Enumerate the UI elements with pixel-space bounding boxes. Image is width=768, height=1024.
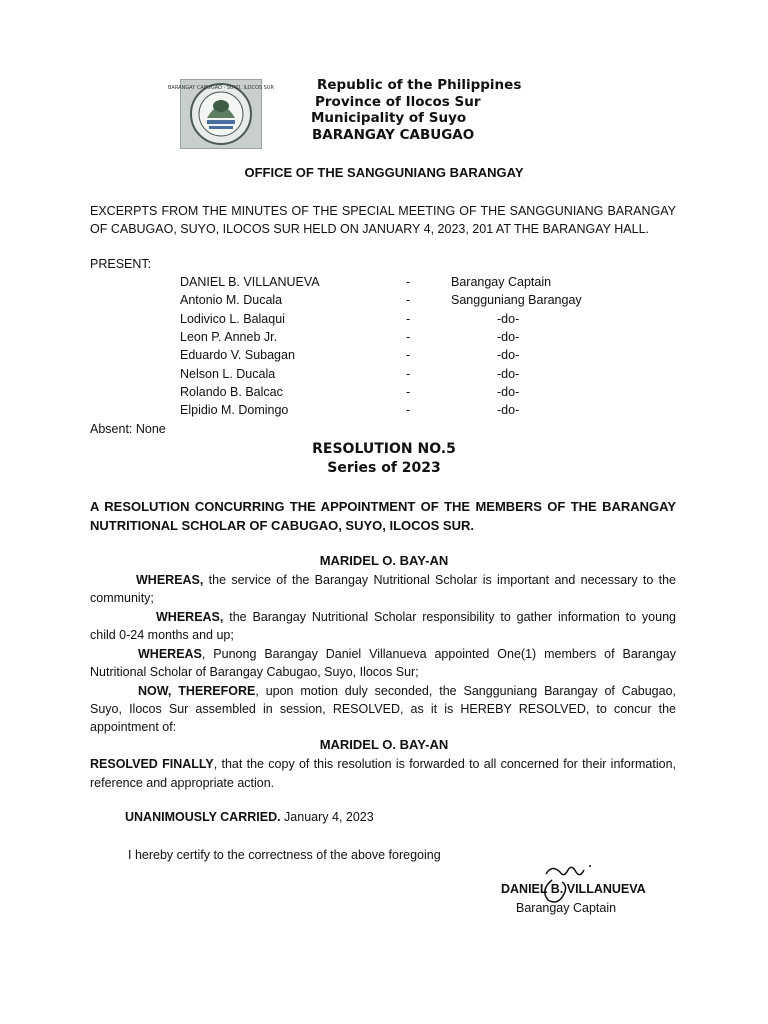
member-name: Nelson L. Ducala [180,367,276,381]
whereas-lead: WHEREAS, [136,573,204,587]
member-name: Lodivico L. Balaqui [180,312,285,326]
whereas-text: , Punong Barangay Daniel Villanueva appointed One(1) members of Barangay Nutritional Scholar of Barangay Cabugao, Suyo, Ilocos Sur; [90,647,676,679]
member-position: -do- [497,312,520,326]
present-label: PRESENT: [90,257,152,271]
member-name: Elpidio M. Domingo [180,403,289,417]
whereas-text: the Barangay Nutritional Scholar responsibility to gather information to young child 0-24 months and up; [90,610,676,642]
member-name: Eduardo V. Subagan [180,348,295,362]
resolved-text: , that the copy of this resolution is forwarded to all concerned for their information, reference and appropriate action. [90,757,676,790]
member-name: DANIEL B. VILLANUEVA [180,275,320,289]
member-position: Barangay Captain [451,275,552,289]
header-province: Province of Ilocos Sur [315,94,481,110]
signatory-title: Barangay Captain [516,901,617,915]
member-position: -do- [497,348,520,362]
whereas-clause [90,571,676,607]
member-dash: - [406,330,411,344]
header-republic: Republic of the Philippines [317,77,522,93]
barangay-seal [168,79,274,149]
minutes-excerpt: EXCERPTS FROM THE MINUTES OF THE SPECIAL MEETING OF THE SANGGUNIANG BARANGAY OF CABUGAO, SUYO, ILOCOS SUR HELD ON JANUARY 4, 2023, 201 AT THE BARANGAY HALL. [90,204,676,236]
member-name: Rolando B. Balcac [180,385,283,399]
resolved-finally [90,755,676,793]
carried-lead: UNANIMOUSLY CARRIED. [125,810,281,824]
whereas-text: , upon motion duly seconded, the Sangguniang Barangay of Cabugao, Suyo, Ilocos Sur assembled in session, RESOLVED, as it is HEREBY RESOLVED, to concur the appointment of: [90,684,676,734]
resolution-title: A RESOLUTION CONCURRING THE APPOINTMENT OF THE MEMBERS OF THE BARANGAY NUTRITIONAL SCHOLAR OF CABUGAO, SUYO, ILOCOS SUR. [90,499,676,533]
whereas-clause [90,608,676,644]
header-barangay: BARANGAY CABUGAO [312,127,475,143]
member-dash: - [406,312,411,326]
seal-emblem-icon [168,80,274,148]
appointee-name: MARIDEL O. BAY-AN [319,553,449,568]
member-position: -do- [497,385,520,399]
office-title: OFFICE OF THE SANGGUNIANG BARANGAY [244,165,524,180]
resolution-series: Series of 2023 [327,460,441,476]
member-name: Antonio M. Ducala [180,293,283,307]
appointee-name-2: MARIDEL O. BAY-AN [319,737,449,752]
absent-line: Absent: None [90,422,166,436]
carried-line [125,810,374,824]
member-dash: - [406,385,411,399]
whereas-clause [90,645,676,681]
whereas-lead: NOW, THEREFORE [138,684,256,698]
member-position: -do- [497,330,520,344]
resolution-number: RESOLUTION NO.5 [312,441,456,457]
signatory-name: DANIEL B. VILLANUEVA [501,882,646,896]
member-dash: - [406,403,411,417]
whereas-text: the service of the Barangay Nutritional Scholar is important and necessary to the community; [90,573,676,605]
whereas-clause [90,682,676,736]
certify-line: I hereby certify to the correctness of the above foregoing [128,848,441,862]
member-dash: - [406,293,411,307]
carried-date: January 4, 2023 [280,810,374,824]
member-dash: - [406,348,411,362]
member-dash: - [406,367,411,381]
member-position: Sangguniang Barangay [451,293,582,307]
whereas-lead: WHEREAS, [156,610,224,624]
member-position: -do- [497,367,520,381]
seal-text: BARANGAY CABUGAO · SUYO, ILOCOS SUR [168,85,274,91]
whereas-lead: WHEREAS [138,647,202,661]
header-municipality: Municipality of Suyo [311,110,467,126]
member-dash: - [406,275,411,289]
resolved-lead: RESOLVED FINALLY [90,757,214,771]
member-position: -do- [497,403,520,417]
member-name: Leon P. Anneb Jr. [180,330,278,344]
